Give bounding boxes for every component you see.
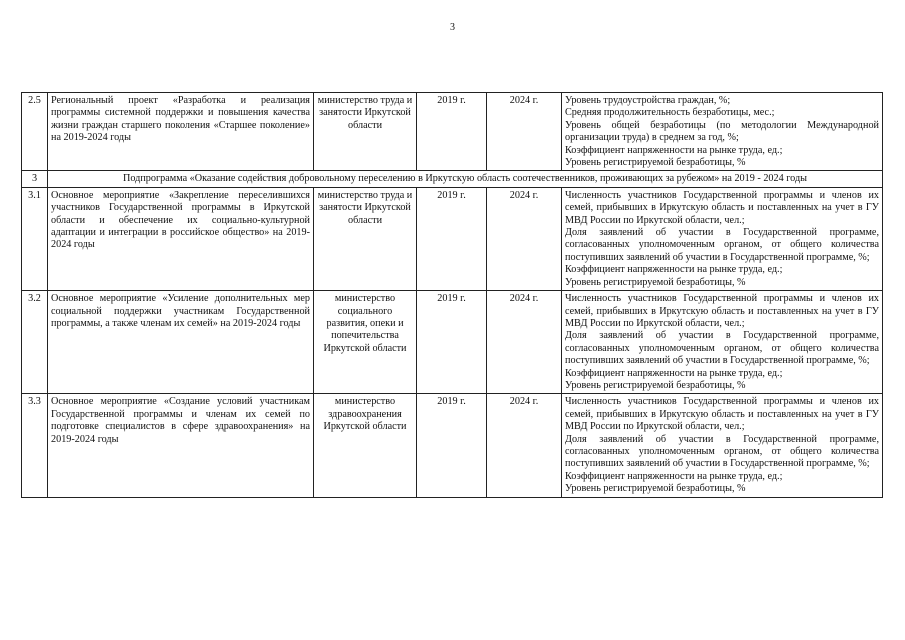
- indicator-line: Коэффициент напряженности на рынке труда, ед.;: [565, 264, 783, 276]
- indicator-line: Средняя продолжительность безработицы, мес.;: [565, 107, 775, 119]
- row-number: 2.5: [22, 93, 48, 171]
- indicator-line: Уровень трудоустройства граждан, %;: [565, 95, 731, 106]
- indicator-line: Коэффициент напряженности на рынке труда, ед.;: [565, 144, 783, 156]
- row-number: 3.2: [22, 291, 48, 394]
- measure-name: Региональный проект «Разработка и реализация программы системной поддержки и повышения качества жизни граждан старшего поколения «Старшее поколение» на 2019-2024 годы: [48, 93, 314, 171]
- executor: министерство социального развития, опеки и попечительства Иркутской области: [314, 291, 417, 394]
- indicator-line: Уровень общей безработицы (по методологии Международной организации труда) в среднем за год, %;: [565, 119, 879, 144]
- executor: министерство труда и занятости Иркутской области: [314, 187, 417, 290]
- table-row: [22, 187, 883, 290]
- row-number: 3.1: [22, 187, 48, 290]
- program-table: [21, 92, 883, 498]
- indicator-line: Коэффициент напряженности на рынке труда, ед.;: [565, 470, 783, 482]
- indicator-line: Уровень регистрируемой безработицы, %: [565, 157, 746, 169]
- end-year: 2024 г.: [487, 187, 562, 290]
- start-year: 2019 г.: [417, 93, 487, 171]
- subprogram-title: Подпрограмма «Оказание содействия добровольному переселению в Иркутскую область соотечественников, проживающих за рубежом» на 2019 - 2024 годы: [48, 171, 883, 187]
- indicators: [562, 93, 883, 171]
- indicators: [562, 187, 883, 290]
- end-year: 2024 г.: [487, 291, 562, 394]
- indicator-line: Коэффициент напряженности на рынке труда, ед.;: [565, 367, 783, 379]
- indicator-line: Доля заявлений об участии в Государственной программе, согласованных уполномоченным органом, от общего количества поступивших заявлений об участии в Государственной программе, %;: [565, 433, 879, 470]
- row-number: 3: [22, 171, 48, 187]
- measure-name: Основное мероприятие «Создание условий участникам Государственной программы и членам их семей по подготовке специалистов в сфере здравоохранения» на 2019-2024 годы: [48, 394, 314, 497]
- start-year: 2019 г.: [417, 394, 487, 497]
- table-row: [22, 394, 883, 497]
- indicator-line: Численность участников Государственной программы и членов их семей, прибывших в Иркутскую область и поставленных на учет в ГУ МВД России по Иркутской области, чел.;: [565, 189, 879, 226]
- subprogram-row: [22, 171, 883, 187]
- indicator-line: Уровень регистрируемой безработицы, %: [565, 276, 746, 288]
- indicator-line: Уровень регистрируемой безработицы, %: [565, 379, 746, 391]
- measure-name: Основное мероприятие «Усиление дополнительных мер социальной поддержки участникам Государственной программы, а также членам их семей» на 2019-2024 годы: [48, 291, 314, 394]
- executor: министерство здравоохранения Иркутской области: [314, 394, 417, 497]
- program-table-body: [22, 93, 883, 498]
- indicators: [562, 394, 883, 497]
- indicator-line: Доля заявлений об участии в Государственной программе, согласованных уполномоченным органом, от общего количества поступивших заявлений об участии в Государственной программе, %;: [565, 330, 879, 367]
- start-year: 2019 г.: [417, 187, 487, 290]
- table-row: [22, 93, 883, 171]
- indicator-line: Доля заявлений об участии в Государственной программе, согласованных уполномоченным органом, от общего количества поступивших заявлений об участии в Государственной программе, %;: [565, 227, 879, 263]
- measure-name: Основное мероприятие «Закрепление переселившихся участников Государственной программы в Иркутской области и обеспечение их социально-культурной адаптации и интеграции в российское общество» на 2019-2024 годы: [48, 187, 314, 290]
- indicators: [562, 291, 883, 394]
- end-year: 2024 г.: [487, 394, 562, 497]
- page-number: 3: [450, 22, 455, 33]
- table-row: [22, 291, 883, 394]
- row-number: 3.3: [22, 394, 48, 497]
- end-year: 2024 г.: [487, 93, 562, 171]
- indicator-line: Численность участников Государственной программы и членов их семей, прибывших в Иркутскую область и поставленных на учет в ГУ МВД России по Иркутской области, чел.;: [565, 293, 879, 329]
- indicator-line: Уровень регистрируемой безработицы, %: [565, 483, 746, 495]
- executor: министерство труда и занятости Иркутской области: [314, 93, 417, 171]
- start-year: 2019 г.: [417, 291, 487, 394]
- indicator-line: Численность участников Государственной программы и членов их семей, прибывших в Иркутскую область и поставленных на учет в ГУ МВД России по Иркутской области, чел.;: [565, 396, 879, 433]
